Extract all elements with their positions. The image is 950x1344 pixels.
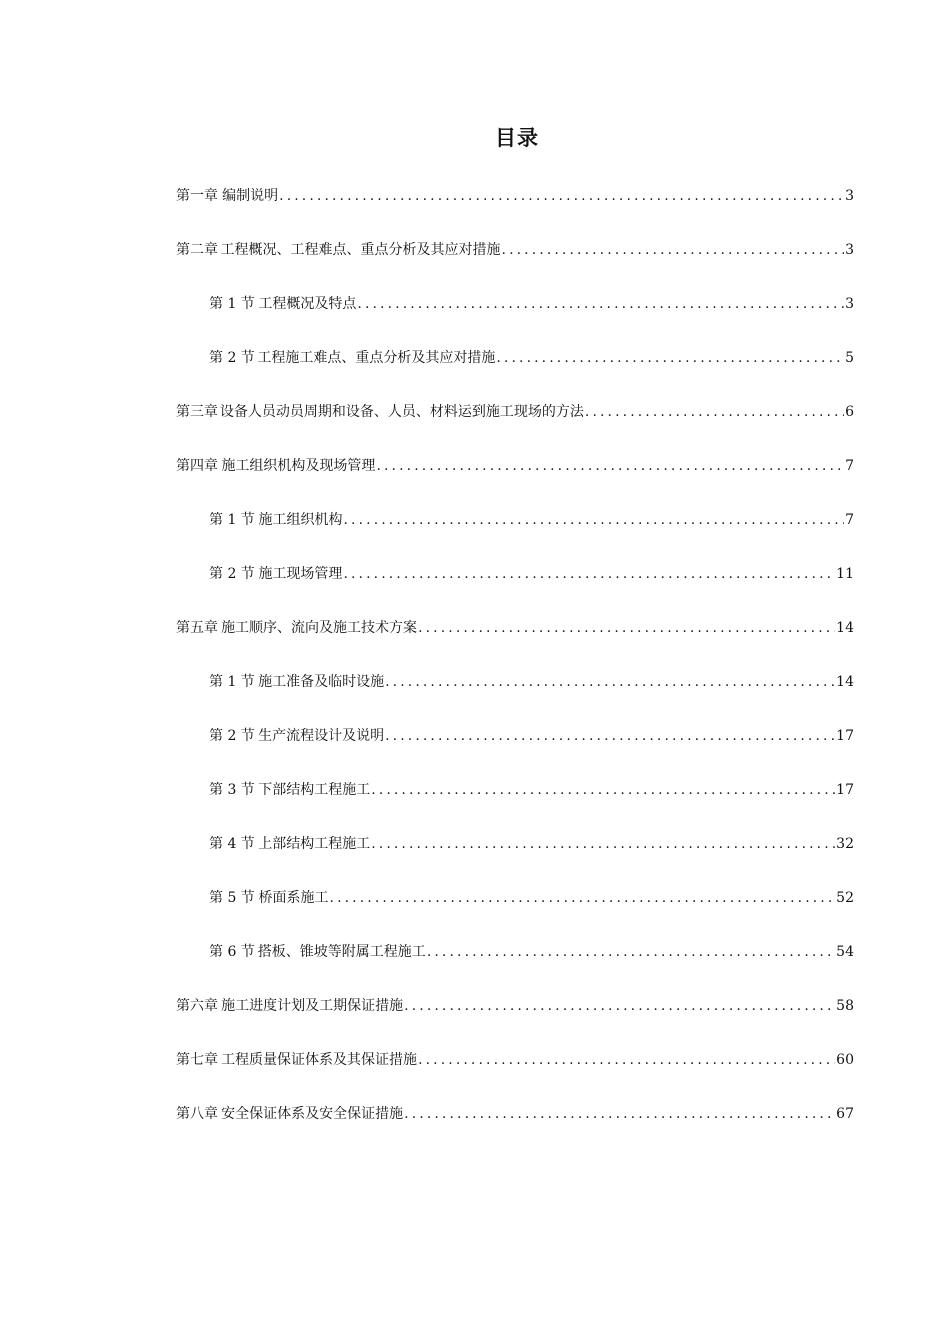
toc-entry[interactable] [0, 234, 950, 288]
toc-entry-text: 施工组织机构及现场管理 [221, 458, 376, 474]
toc-entry-label: 第四章 [176, 458, 218, 474]
toc-entry-text: 搭板、锥坡等附属工程施工 [257, 944, 426, 960]
toc-dot-leader [427, 942, 835, 962]
toc-entry-label: 第 1 节 [209, 512, 255, 528]
toc-entry-label: 第 5 节 [209, 890, 255, 906]
toc-entry[interactable] [0, 990, 950, 1044]
toc-entry-text: 生产流程设计及说明 [258, 728, 385, 744]
toc-entry[interactable] [0, 504, 950, 558]
toc-entry[interactable] [0, 180, 950, 234]
toc-dot-leader [418, 618, 835, 638]
toc-entry-text: 施工准备及临时设施 [258, 674, 385, 690]
toc-title: 目录 [495, 126, 539, 150]
toc-entry-label: 第七章 [176, 1052, 218, 1068]
toc-page-number: 11 [836, 566, 854, 582]
toc-dot-leader [344, 510, 845, 530]
toc-page-number: 14 [836, 674, 854, 690]
toc-dot-leader [376, 456, 844, 476]
toc-entry-label: 第八章 [176, 1106, 218, 1122]
toc-dot-leader [496, 348, 844, 368]
toc-entry[interactable] [0, 666, 950, 720]
toc-page-number: 14 [836, 620, 854, 636]
toc-entry-text: 工程质量保证体系及其保证措施 [221, 1052, 418, 1068]
toc-page-number: 3 [845, 188, 854, 204]
toc-dot-leader [357, 294, 844, 314]
toc-entry[interactable] [0, 396, 950, 450]
toc-page-number: 54 [836, 944, 854, 960]
toc-entry-text: 工程概况及特点 [258, 296, 357, 312]
toc-dot-leader [371, 780, 835, 800]
toc-entry-label: 第二章 [176, 242, 218, 258]
toc-page-number: 3 [845, 242, 854, 258]
toc-page-number: 32 [836, 836, 854, 852]
toc-entry-label: 第 1 节 [209, 296, 255, 312]
toc-entry-label: 第 1 节 [209, 674, 255, 690]
toc-entry[interactable] [0, 558, 950, 612]
toc-entry[interactable] [0, 288, 950, 342]
toc-entry-label: 第六章 [176, 998, 218, 1014]
toc-dot-leader [404, 1104, 835, 1124]
toc-entry-text: 设备人员动员周期和设备、人员、材料运到施工现场的方法 [219, 404, 584, 420]
toc-entry-label: 第 6 节 [209, 944, 255, 960]
toc-dot-leader [343, 564, 835, 584]
toc-entry-label: 第 4 节 [209, 836, 255, 852]
toc-entry[interactable] [0, 882, 950, 936]
toc-entry-text: 施工顺序、流向及施工技术方案 [221, 620, 418, 636]
toc-page-number: 7 [845, 512, 854, 528]
toc-page-number: 52 [836, 890, 854, 906]
toc-entry-text: 施工组织机构 [258, 512, 343, 528]
toc-dot-leader [502, 240, 845, 260]
toc-dot-leader [585, 402, 844, 422]
toc-page-number: 67 [836, 1106, 854, 1122]
toc-entry-label: 第五章 [176, 620, 218, 636]
toc-entry[interactable] [0, 720, 950, 774]
toc-entry-text: 桥面系施工 [258, 890, 329, 906]
toc-page-number: 17 [836, 728, 854, 744]
toc-entry-text: 施工进度计划及工期保证措施 [221, 998, 404, 1014]
toc-page-number: 17 [836, 782, 854, 798]
toc-entry-text: 工程施工难点、重点分析及其应对措施 [257, 350, 496, 366]
toc-dot-leader [371, 834, 835, 854]
toc-entry[interactable] [0, 342, 950, 396]
toc-page-number: 60 [836, 1052, 854, 1068]
toc-entry-text: 安全保证体系及安全保证措施 [221, 1106, 404, 1122]
toc-entry[interactable] [0, 1098, 950, 1152]
toc-entry-text: 编制说明 [222, 188, 279, 204]
toc-entry-label: 第 2 节 [209, 728, 255, 744]
toc-entry-label: 第一章 [176, 188, 218, 204]
toc-entry-label: 第 2 节 [209, 350, 255, 366]
toc-entry[interactable] [0, 774, 950, 828]
toc-entry-text: 上部结构工程施工 [258, 836, 371, 852]
toc-entry-label: 第 2 节 [209, 566, 255, 582]
toc-page-number: 58 [836, 998, 854, 1014]
toc-dot-leader [418, 1050, 835, 1070]
toc-dot-leader [279, 186, 844, 206]
toc-entry-text: 工程概况、工程难点、重点分析及其应对措施 [220, 242, 501, 258]
toc-entry[interactable] [0, 450, 950, 504]
toc-entry-text: 施工现场管理 [258, 566, 343, 582]
toc-list [0, 180, 950, 1152]
toc-entry[interactable] [0, 828, 950, 882]
toc-entry-label: 第三章 [176, 404, 218, 420]
toc-entry-text: 下部结构工程施工 [258, 782, 371, 798]
toc-page-number: 3 [845, 296, 854, 312]
toc-page-number: 7 [845, 458, 854, 474]
toc-page-number: 5 [845, 350, 854, 366]
toc-dot-leader [404, 996, 835, 1016]
toc-dot-leader [385, 726, 835, 746]
toc-dot-leader [385, 672, 835, 692]
toc-entry[interactable] [0, 1044, 950, 1098]
toc-page-number: 6 [845, 404, 854, 420]
toc-entry[interactable] [0, 936, 950, 990]
toc-entry-label: 第 3 节 [209, 782, 255, 798]
toc-entry[interactable] [0, 612, 950, 666]
toc-dot-leader [330, 888, 836, 908]
